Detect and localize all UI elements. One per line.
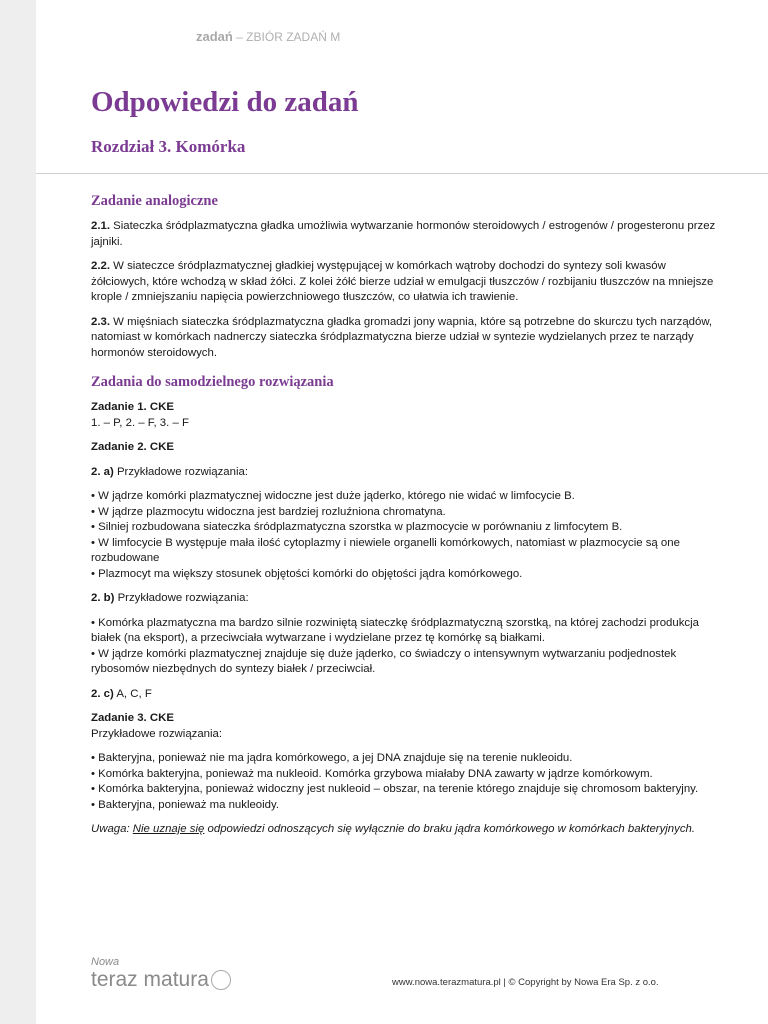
answer-number: 2.3. xyxy=(91,315,110,328)
answer-number: 2.1. xyxy=(91,220,110,232)
note-label: Uwaga: xyxy=(91,823,130,835)
content xyxy=(91,192,721,847)
section-heading-analogous: Zadanie analogiczne xyxy=(91,193,218,209)
page xyxy=(36,0,768,1024)
answer-number: 2.2. xyxy=(91,260,110,272)
chapter-title: Rozdział 3. Komórka xyxy=(91,137,246,156)
task-3-intro: Przykładowe rozwiązania: xyxy=(91,727,223,740)
page-title: Odpowiedzi do zadań xyxy=(91,86,359,118)
task-2b-intro-text: Przykładowe rozwiązania: xyxy=(114,592,249,604)
answer-2-2 xyxy=(91,259,721,306)
logo-main-text: teraz matura xyxy=(91,968,209,991)
list-item: • Komórka bakteryjna, ponieważ widoczny jest nukleoid – obszar, na terenie którego znajduje się chromosom bakteryjny. xyxy=(91,783,699,795)
logo-small-text: Nowa xyxy=(91,956,120,968)
task-2a-label: 2. a) xyxy=(91,465,114,478)
task-2c-text: A, C, F xyxy=(113,687,152,700)
header-subtitle: – ZBIÓR ZADAŃ M xyxy=(232,30,341,44)
task-2b-bullets xyxy=(91,616,721,678)
answer-text: W siateczce śródplazmatycznej gładkiej występującej w komórkach wątroby dochodzi do syntezy soli kwasów żółciowych, które wchodzą w skład żółci. Z kolei żółć bierze udział w emulgacji tłuszczów / rozbijaniu tłuszczów na mniejsze krople / zmniejszaniu napięcia powierzchniowego tłuszczów, co ułatwia ich trawienie. xyxy=(91,260,714,303)
list-item: • Komórka bakteryjna, ponieważ ma nukleoid. Komórka grzybowa miałaby DNA zawarty w jądrze komórkowym. xyxy=(91,767,653,780)
list-item: • Plazmocyt ma większy stosunek objętości komórki do objętości jądra komórkowego. xyxy=(91,567,523,580)
task-2a-bullets xyxy=(91,489,721,582)
section-heading-self-study: Zadania do samodzielnego rozwiązania xyxy=(91,374,334,390)
task-2c xyxy=(91,687,721,703)
answer-2-1 xyxy=(91,219,721,250)
task-3-bullets xyxy=(91,751,721,813)
logo-bulb-icon xyxy=(211,970,231,990)
list-item: • Komórka plazmatyczna ma bardzo silnie rozwiniętą siateczkę śródplazmatyczną szorstką, na której zachodzi produkcja białek (na eksport), a przeciwciała wytwarzane i wydzielane przez tę komórkę są białkami. xyxy=(91,616,699,644)
task-2a-intro xyxy=(91,465,721,481)
list-item: • W jądrze komórki plazmatycznej znajduje się duże jąderko, co świadczy o intensywnym wytwarzaniu podjednostek rybosomów niezbędnych do syntezy białek / przeciwciał. xyxy=(91,647,677,675)
note-underlined: Nie uznaje się xyxy=(132,823,205,835)
list-item: • W jądrze komórki plazmatycznej widoczne jest duże jąderko, którego nie widać w limfocycie B. xyxy=(91,490,575,502)
list-item: • Bakteryjna, ponieważ nie ma jądra komórkowego, a jej DNA znajduje się na terenie nukleoidu. xyxy=(91,752,573,764)
list-item: • W jądrze plazmocytu widoczna jest bardziej rozluźniona chromatyna. xyxy=(91,505,446,518)
task-2b-label: 2. b) xyxy=(91,592,115,604)
task-3-title: Zadanie 3. CKE xyxy=(91,712,174,724)
note-rest: odpowiedzi odnoszących się wyłącznie do braku jądra komórkowego w komórkach bakteryjnych. xyxy=(204,823,696,835)
task-2-title: Zadanie 2. CKE xyxy=(91,441,174,453)
task-2a-intro-text: Przykładowe rozwiązania: xyxy=(113,465,249,478)
task-3-note xyxy=(91,822,721,838)
footer-copyright: www.nowa.terazmatura.pl | © Copyright by Nowa Era Sp. z o.o. xyxy=(392,977,659,988)
running-header xyxy=(196,29,340,44)
list-item: • Silniej rozbudowana siateczka śródplazmatyczna szorstka w plazmocycie w porównaniu z limfocytem B. xyxy=(91,521,623,533)
task-1-title: Zadanie 1. CKE xyxy=(91,401,174,413)
footer-logo xyxy=(91,956,231,992)
task-2b-intro xyxy=(91,591,721,607)
header-brand: zadań xyxy=(196,29,233,44)
list-item: • Bakteryjna, ponieważ ma nukleoidy. xyxy=(91,798,280,811)
answer-text: Siateczka śródplazmatyczna gładka umożliwia wytwarzanie hormonów steroidowych / estrogenów / progesteronu przez jajniki. xyxy=(91,220,716,248)
answer-text: W mięśniach siateczka śródplazmatyczna gładka gromadzi jony wapnia, które są potrzebne do skurczu tych narządów, natomiast w komórkach nadnerczy siateczka śródplazmatyczna bierze udział w syntezie wydzielanych przez te narządy hormonów steroidowych. xyxy=(91,315,713,359)
task-1-answer: 1. – P, 2. – F, 3. – F xyxy=(91,416,189,429)
task-2c-label: 2. c) xyxy=(91,687,114,700)
list-item: • W limfocycie B występuje mała ilość cytoplazmy i niewiele organelli komórkowych, natomiast w plazmocycie są one rozbudowane xyxy=(91,536,680,564)
answer-2-3 xyxy=(91,315,721,362)
divider xyxy=(36,173,768,174)
